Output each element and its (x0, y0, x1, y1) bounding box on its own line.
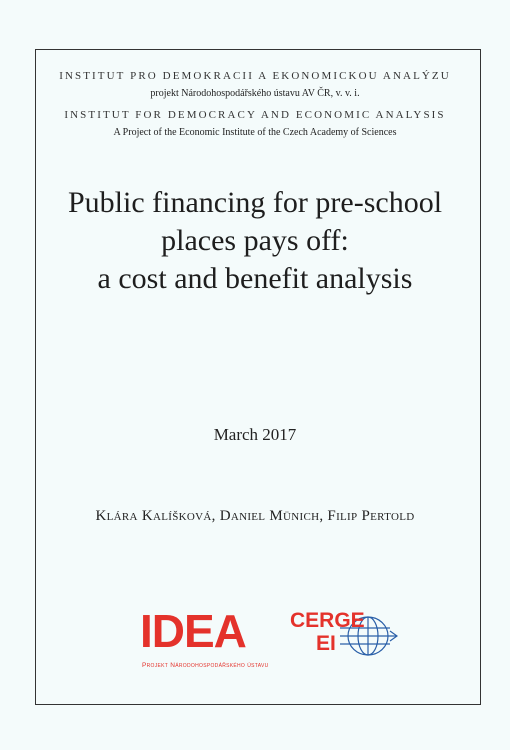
institute-name-english: INSTITUT FOR DEMOCRACY AND ECONOMIC ANALYSIS (64, 109, 446, 121)
page-border (35, 49, 481, 705)
idea-cerge-ei-logo (140, 605, 400, 678)
logo-ei-text: EI (316, 632, 336, 655)
publication-date: March 2017 (213, 425, 297, 444)
author-list: Klára Kalíšková, Daniel Münich, Filip Pertold (95, 508, 415, 524)
logo-cerge-text: CERGE (290, 609, 365, 632)
logo-tagline: Projekt Národohospodářského ústavu (142, 662, 269, 669)
document-title (0, 184, 510, 298)
logo-idea-text: IDEA (140, 605, 246, 657)
project-line-english: A Project of the Economic Institute of the Czech Academy of Sciences (113, 127, 397, 138)
title-line-2: places pays off: (161, 224, 349, 257)
project-line-czech: projekt Národohospodářského ústavu AV ČR, v. v. i. (150, 88, 360, 99)
title-line-1: Public financing for pre-school (67, 186, 443, 219)
institute-name-czech: INSTITUT PRO DEMOKRACII A EKONOMICKOU ANALÝZU (59, 70, 451, 82)
title-line-3: a cost and benefit analysis (97, 262, 413, 295)
